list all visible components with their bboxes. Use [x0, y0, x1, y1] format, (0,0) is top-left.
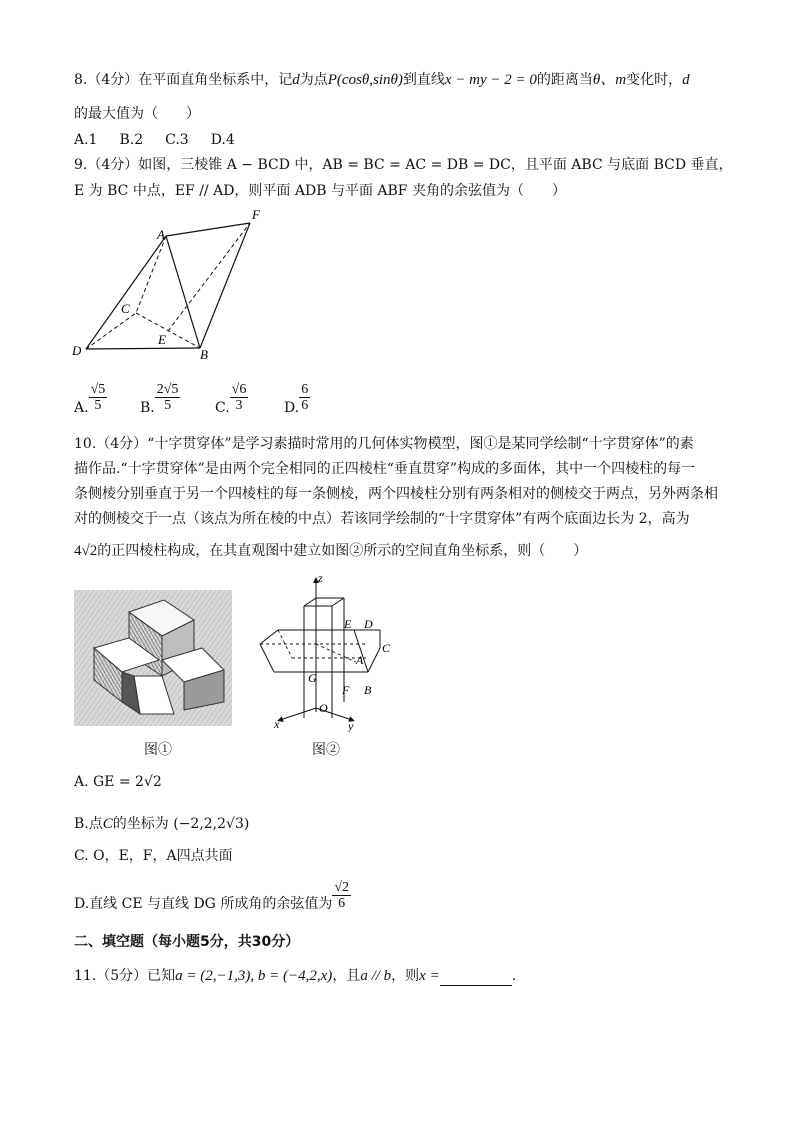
- q10-option-b-post: 的坐标为 (−2,2,2√3): [112, 816, 250, 832]
- q11-text-mid: ，且: [332, 968, 361, 984]
- label-x: x: [274, 717, 280, 731]
- label-a: A: [157, 227, 165, 242]
- q9-option-a-letter: A.: [74, 399, 89, 416]
- frac-num: √2: [334, 880, 350, 895]
- label-c: C: [382, 641, 391, 655]
- q8-line2: 的最大值为（ ）: [74, 106, 200, 122]
- frac-den: 5: [94, 398, 102, 413]
- q11-text-post: ，则: [391, 968, 420, 984]
- label-o: O: [319, 701, 328, 715]
- q10-option-d-text: D.直线 CE 与直线 DG 所成角的余弦值为: [74, 895, 333, 912]
- q8-text: 8.（4分）在平面直角坐标系中，记: [74, 72, 293, 88]
- edge-dc: [86, 313, 136, 349]
- frac-num: √6: [231, 382, 247, 397]
- frac-num: 2√5: [156, 382, 179, 397]
- q9-option-d[interactable]: [284, 382, 310, 416]
- q8-option-d[interactable]: D.4: [210, 132, 235, 148]
- label-b: B: [200, 347, 208, 362]
- edge-ab: [166, 236, 200, 348]
- q8-text-b: 为点: [299, 72, 328, 88]
- q11-end: .: [511, 968, 517, 984]
- sketch-image: [74, 590, 232, 726]
- q8-point: P(cosθ,sinθ): [327, 72, 403, 88]
- frac-den: 6: [338, 896, 346, 911]
- q10-caption-2: 图②: [312, 742, 340, 758]
- q9-option-c-letter: C.: [215, 399, 230, 416]
- q9-option-c-frac: [230, 382, 249, 413]
- q11-vectors: a = (2,−1,3), b = (−4,2,x): [175, 968, 333, 984]
- label-z: z: [318, 572, 323, 585]
- frac-den: 6: [301, 398, 309, 413]
- q10-option-b-var: C: [102, 816, 113, 832]
- label-f: F: [252, 207, 260, 222]
- q8-option-b[interactable]: B.2: [119, 132, 144, 148]
- q10-option-b-pre: B.点: [74, 816, 103, 832]
- label-f: F: [342, 683, 350, 697]
- edge-da: [86, 236, 166, 349]
- frac-num: 6: [301, 382, 309, 397]
- q8-var-d2: d: [682, 72, 690, 88]
- q9-option-b-frac: [155, 382, 181, 413]
- q10-line1: 10.（4分）“十字贯穿体”是学习素描时常用的几何体实物模型，图①是某同学绘制“十字贯穿体”的素: [74, 436, 694, 452]
- q11-line: [74, 966, 516, 986]
- q10-option-c[interactable]: C. O，E，F，A四点共面: [74, 848, 233, 864]
- q8-options: [74, 130, 257, 150]
- q9-line2: E 为 BC 中点，EF // AD，则平面 ADB 与平面 ABF 夹角的余弦值为（ ）: [74, 183, 566, 199]
- q9-option-a[interactable]: [74, 382, 107, 416]
- q8-text-e: 的距离当: [536, 72, 593, 88]
- q9-option-c[interactable]: [215, 382, 248, 416]
- q10-line2: 描作品.“十字贯穿体”是由两个完全相同的正四棱柱“垂直贯穿”构成的多面体，其中一个四棱柱的每一: [74, 461, 696, 477]
- label-e: E: [158, 332, 166, 347]
- frac-den: 5: [164, 398, 172, 413]
- q10-line4: 对的侧棱交于一点（该点为所在棱的中点）若该同学绘制的“十字贯穿体”有两个底面边长为 2，高为: [74, 511, 690, 527]
- q10-height-value: 4√2: [74, 543, 98, 559]
- q8-text-f: 变化时，: [626, 72, 683, 88]
- q10-option-a[interactable]: A. GE = 2√2: [74, 774, 162, 790]
- q10-caption-1: 图①: [144, 742, 172, 758]
- q9-figure: [66, 205, 276, 365]
- q9-line1: 9.（4分）如图，三棱锥 A − BCD 中，AB = BC = AC = DB = DC，且平面 ABC 与底面 BCD 垂直，: [74, 157, 733, 173]
- label-d: D: [364, 617, 373, 631]
- q8-vars: θ、m: [592, 72, 627, 88]
- q9-option-d-frac: [299, 382, 310, 413]
- label-g: G: [308, 671, 317, 685]
- edge-af: [166, 223, 250, 236]
- frac-num: √5: [90, 382, 106, 397]
- q8-line-eq: x − my − 2 = 0: [444, 72, 537, 88]
- q10-figure2: [256, 572, 396, 732]
- label-a: A: [356, 653, 364, 667]
- label-b: B: [364, 683, 372, 697]
- edge-ef: [168, 223, 250, 331]
- q11-x-eq: x =: [419, 968, 440, 984]
- label-d: D: [72, 343, 82, 358]
- q9-option-b-letter: B.: [140, 399, 155, 416]
- q9-option-b[interactable]: [140, 382, 180, 416]
- q8-option-a[interactable]: A.1: [74, 132, 98, 148]
- q10-option-b[interactable]: [74, 814, 249, 834]
- q10-line3: 条侧棱分别垂直于另一个四棱柱的每一条侧棱，两个四棱柱分别有两条相对的侧棱交于两点，另外两条相: [74, 486, 718, 502]
- q11-text-pre: 11.（5分）已知: [74, 968, 176, 984]
- q8-line1: [74, 70, 690, 90]
- q9-option-d-letter: D.: [284, 399, 300, 416]
- q11-answer-blank[interactable]: [440, 971, 512, 986]
- label-y: y: [348, 719, 354, 732]
- q8-text-c: 到直线: [402, 72, 445, 88]
- q8-var-d: d: [292, 72, 300, 88]
- label-e: E: [344, 617, 352, 631]
- edge-ac: [136, 236, 166, 313]
- q9-option-a-frac: [89, 382, 108, 413]
- q10-figure1-sketch: [74, 590, 232, 726]
- section-2-title: 二、填空题（每小题5分，共30分）: [74, 934, 300, 950]
- q11-parallel: a // b: [360, 968, 392, 984]
- q10-line5: [74, 541, 587, 561]
- edge-bf: [200, 223, 250, 348]
- q10-line5-text: 的正四棱柱构成，在其直观图中建立如图②所示的空间直角坐标系，则（ ）: [97, 543, 588, 559]
- q8-option-c[interactable]: C.3: [165, 132, 189, 148]
- label-c: C: [121, 301, 130, 316]
- edge-db: [86, 348, 200, 349]
- q10-option-d-frac: [332, 880, 351, 911]
- q10-option-d[interactable]: [74, 880, 351, 920]
- frac-den: 3: [235, 398, 243, 413]
